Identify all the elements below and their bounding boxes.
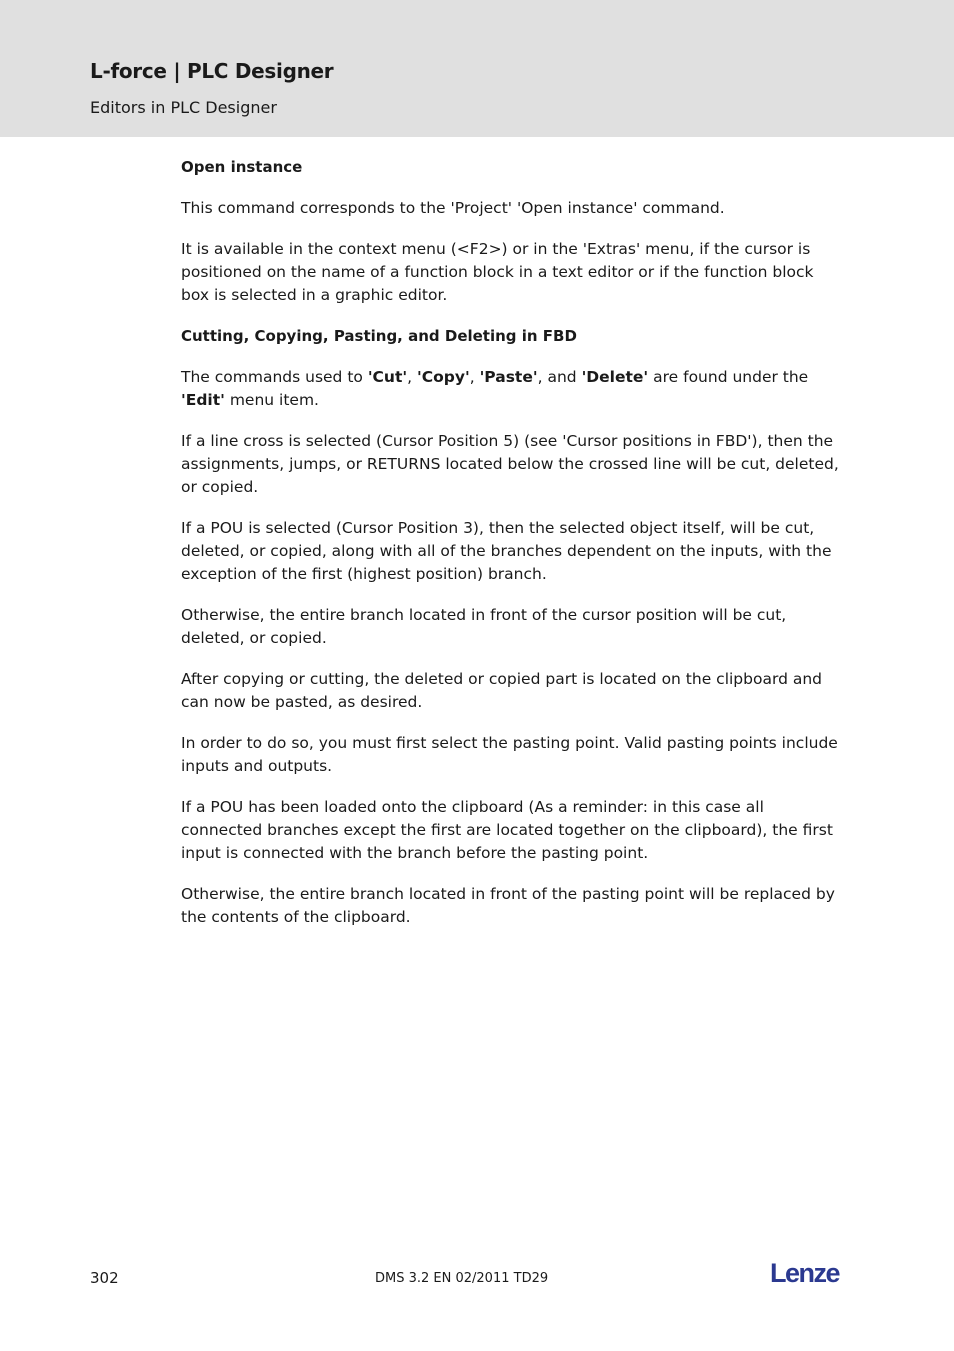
text-span: The commands used to: [181, 368, 368, 386]
chapter-subtitle: Editors in PLC Designer: [90, 98, 277, 117]
paragraph: Otherwise, the entire branch located in front of the cursor position will be cut, deleted, or copied.: [181, 606, 787, 647]
paragraph: After copying or cutting, the deleted or copied part is located on the clipboard and can now be pasted, as desired.: [181, 670, 822, 711]
paragraph: This command corresponds to the 'Project' 'Open instance' command.: [181, 199, 725, 217]
section-heading-cut-copy-paste: Cutting, Copying, Pasting, and Deleting in FBD: [181, 327, 577, 345]
document-title: L-force | PLC Designer: [90, 59, 334, 83]
page-number: 302: [90, 1269, 119, 1287]
lenze-logo-text: Lenze: [770, 1258, 840, 1288]
command-copy: 'Copy': [416, 368, 470, 386]
text-span: are found under the: [648, 368, 809, 386]
menu-edit: 'Edit': [181, 391, 225, 409]
command-delete: 'Delete': [581, 368, 649, 386]
lenze-logo: [770, 1258, 850, 1288]
text-span: menu item.: [224, 391, 319, 409]
paragraph: It is available in the context menu (<F2>) or in the 'Extras' menu, if the cursor is positioned on the name of a function block in a text editor or if the function block box is selected in a graphic editor.: [181, 240, 814, 304]
text-span: , and: [537, 368, 582, 386]
paragraph: Otherwise, the entire branch located in front of the pasting point will be replaced by the contents of the clipboard.: [181, 885, 835, 926]
section-heading-open-instance: Open instance: [181, 158, 303, 176]
paragraph: In order to do so, you must first select the pasting point. Valid pasting points include inputs and outputs.: [181, 734, 838, 775]
paragraph: If a POU has been loaded onto the clipboard (As a reminder: in this case all connected branches except the first are located together on the clipboard), the first input is connected with the branch before the pasting point.: [181, 798, 833, 862]
lenze-logo-graphic: [770, 1258, 850, 1288]
text-span: ,: [469, 368, 480, 386]
paragraph: If a POU is selected (Cursor Position 3), then the selected object itself, will be cut, deleted, or copied, along with all of the branches dependent on the inputs, with the exception of the first (highest position) branch.: [181, 519, 832, 583]
command-cut: 'Cut': [367, 368, 408, 386]
command-paste: 'Paste': [479, 368, 538, 386]
page-content: [181, 156, 846, 947]
paragraph: If a line cross is selected (Cursor Position 5) (see 'Cursor positions in FBD'), then the assignments, jumps, or RETURNS located below the crossed line will be cut, deleted, or copied.: [181, 432, 839, 496]
text-span: ,: [407, 368, 417, 386]
document-reference: DMS 3.2 EN 02/2011 TD29: [375, 1271, 549, 1286]
commands-paragraph: [181, 366, 846, 412]
